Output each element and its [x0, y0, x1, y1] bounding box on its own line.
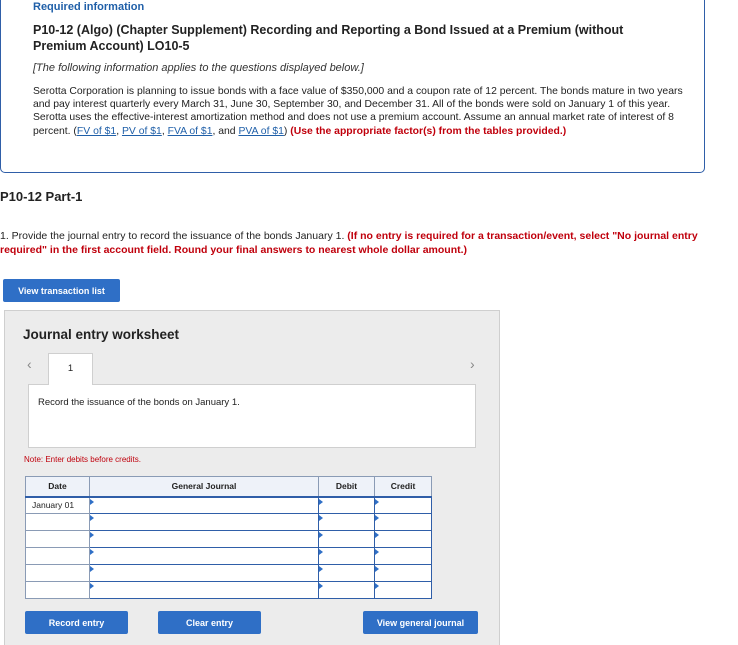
- fv-link[interactable]: FV of $1: [76, 125, 117, 137]
- credit-input[interactable]: [375, 565, 432, 582]
- pva-link[interactable]: PVA of $1: [238, 125, 284, 137]
- debit-input[interactable]: [319, 565, 375, 582]
- view-general-journal-button[interactable]: View general journal: [363, 611, 478, 634]
- date-column-header: Date: [26, 477, 90, 497]
- problem-description: Serotta Corporation is planning to issue bonds with a face value of $350,000 and a coupon rate of 12 percent. The bonds mature in two years and pay interest quarterly every March 31, June 30, September 30, and December 31. All of the bonds were sold on January 1 of this year. Serotta uses the effective-interest amortization method and does not use a premium account. Assume an annual market rate of interest of 8 percent. (FV of $1, PV of $1, FVA of $1, and PVA of $1) (Use the appropriate factor(s) from the tables provided.): [33, 86, 683, 137]
- factor-instruction: (Use the appropriate factor(s) from the tables provided.): [290, 125, 567, 137]
- journal-header-row: [26, 477, 432, 497]
- worksheet-tab-1[interactable]: 1: [48, 353, 93, 385]
- date-cell: [26, 514, 90, 531]
- debit-input[interactable]: [319, 582, 375, 599]
- transaction-description: Record the issuance of the bonds on January 1.: [38, 397, 240, 408]
- credit-input[interactable]: [375, 497, 432, 514]
- credit-input[interactable]: [375, 531, 432, 548]
- date-cell: [26, 565, 90, 582]
- part-title: P10-12 Part-1: [0, 189, 83, 204]
- table-row: [26, 548, 432, 565]
- date-cell: [26, 548, 90, 565]
- journal-entry-worksheet: [4, 310, 500, 645]
- record-entry-button[interactable]: Record entry: [25, 611, 128, 634]
- credit-input[interactable]: [375, 548, 432, 565]
- table-row: [26, 497, 432, 514]
- table-row: [26, 582, 432, 599]
- table-row: [26, 514, 432, 531]
- date-cell: [26, 531, 90, 548]
- debit-column-header: Debit: [319, 477, 375, 497]
- fva-link[interactable]: FVA of $1: [167, 125, 213, 137]
- credit-input[interactable]: [375, 582, 432, 599]
- chevron-right-icon[interactable]: ›: [470, 356, 475, 372]
- credit-input[interactable]: [375, 514, 432, 531]
- account-input[interactable]: [90, 531, 319, 548]
- clear-entry-button[interactable]: Clear entry: [158, 611, 261, 634]
- problem-title: P10-12 (Algo) (Chapter Supplement) Recording and Reporting a Bond Issued at a Premium (without Premium Account) LO10-5: [33, 23, 624, 53]
- date-cell: [26, 582, 90, 599]
- required-information-label: Required information: [33, 1, 145, 13]
- applies-note: [The following information applies to the questions displayed below.]: [33, 62, 364, 74]
- worksheet-title: Journal entry worksheet: [23, 327, 180, 342]
- credit-column-header: Credit: [375, 477, 432, 497]
- chevron-left-icon[interactable]: ‹: [27, 356, 32, 372]
- table-row: [26, 531, 432, 548]
- required-information-panel: [0, 0, 705, 173]
- account-input[interactable]: [90, 565, 319, 582]
- pv-link[interactable]: PV of $1: [121, 125, 162, 137]
- debit-input[interactable]: [319, 548, 375, 565]
- debit-input[interactable]: [319, 514, 375, 531]
- transaction-description-panel: [28, 384, 476, 448]
- general-journal-column-header: General Journal: [90, 477, 319, 497]
- account-input[interactable]: [90, 582, 319, 599]
- debit-input[interactable]: [319, 531, 375, 548]
- table-row: [26, 565, 432, 582]
- date-cell: January 01: [26, 497, 90, 514]
- account-input[interactable]: [90, 497, 319, 514]
- debit-input[interactable]: [319, 497, 375, 514]
- account-input[interactable]: [90, 514, 319, 531]
- account-input[interactable]: [90, 548, 319, 565]
- question: [0, 229, 720, 257]
- description-text: Serotta Corporation is planning to issue bonds with a face value of $350,000 and a coupon rate of 12 percent. The bonds mature in two years and pay interest quarterly every March 31, June 30, September 30, and December 31. All of the bonds were sold on January 1 of this year. Serotta uses the effective-interest amortization method and does not use a premium account. Assume an annual market rate of interest of 8 percent. (: [33, 86, 683, 137]
- question-instruction: (If no entry is required for a transaction/event, select "No journal entry required" in the first account field. Round your final answers to nearest whole dollar amount.): [0, 230, 698, 256]
- journal-table: [25, 476, 432, 599]
- view-transaction-list-button[interactable]: View transaction list: [3, 279, 120, 302]
- question-text: 1. Provide the journal entry to record the issuance of the bonds January 1.: [0, 230, 345, 242]
- debit-credit-note: Note: Enter debits before credits.: [24, 455, 141, 464]
